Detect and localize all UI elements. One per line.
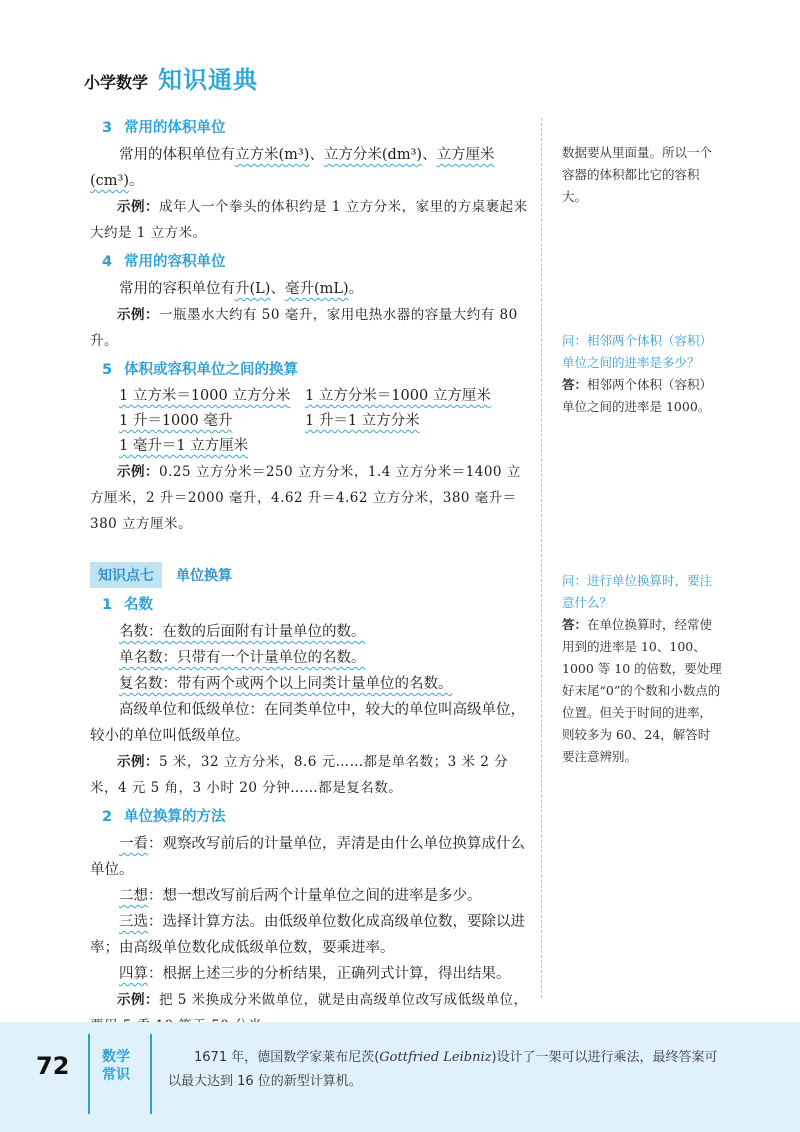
- method-step-4: 四算：根据上述三步的分析结果，正确列式计算，得出结果。: [119, 966, 511, 982]
- section-3-example: 示例：成年人一个拳头的体积约是 1 立方分米，家里的方桌裹起来大约是 1 立方米。: [90, 199, 528, 241]
- side-note-1: 数据要从里面量。所以一个容器的体积都比它的容积大。: [562, 145, 713, 204]
- kp-section-2-heading: [90, 805, 530, 829]
- side-qa-2: [562, 570, 722, 768]
- section-number: 3: [102, 120, 113, 136]
- method-step-1: 一看：观察改写前后的计量单位，弄清是由什么单位换算成什么单位。: [90, 836, 525, 878]
- unit-cubic-decimeter: 立方分米(dm³): [323, 147, 423, 163]
- conversion-rule: 1 立方分米＝1000 立方厘米: [305, 388, 491, 404]
- conversion-rule: 1 升＝1 立方分米: [305, 413, 420, 429]
- unit-milliliter: 毫升(mL): [284, 281, 349, 297]
- section-title: 名数: [124, 597, 153, 613]
- footer-trivia: 1671 年，德国数学家莱布尼茨(Gottfried Leibniz)设计了一架可以进行乘法，最终答案可以最大达到 16 位的新型计算机。: [168, 1050, 718, 1089]
- method-step-2: 二想：想一想改写前后两个计量单位之间的进率是多少。: [119, 888, 482, 904]
- unit-cubic-meter: 立方米(m³): [235, 147, 310, 163]
- side-answer: 答：相邻两个体积（容积）单位之间的进率是 1000。: [562, 377, 713, 414]
- section-title: 体积或容积单位之间的换算: [124, 362, 298, 378]
- footer-label: 数学常识: [102, 1049, 130, 1083]
- section-title: 常用的体积单位: [124, 120, 226, 136]
- section-title: 单位换算的方法: [124, 809, 226, 825]
- section-number: 5: [102, 362, 113, 378]
- section-4-text: 常用的容积单位有升(L)、毫升(mL)。: [119, 281, 364, 297]
- footer-divider: [88, 1034, 90, 1114]
- brand-title: 知识通典: [158, 66, 259, 94]
- conversion-rule: 1 升＝1000 毫升: [119, 413, 233, 429]
- section-3-heading: [90, 116, 530, 140]
- knowledge-point-tag: 知识点七: [90, 562, 162, 588]
- section-5-heading: [90, 358, 530, 382]
- kp-section-1-example: 示例：5 米，32 立方分米，8.6 元……都是单名数；3 米 2 分米，4 元 5 角，3 小时 20 分钟……都是复名数。: [90, 754, 509, 796]
- page-header: [84, 60, 258, 94]
- column-divider: [541, 118, 542, 998]
- section-4-example: 示例：一瓶墨水大约有 50 毫升，家用电热水器的容量大约有 80 升。: [90, 307, 518, 349]
- unit-cubic-centimeter: 立方厘米(cm³): [90, 147, 495, 189]
- knowledge-point-title: 单位换算: [176, 568, 232, 584]
- page-number: 72: [36, 1052, 70, 1080]
- side-answer: 答：在单位换算时，经常使用到的进率是 10、100、1000 等 10 的倍数，要处理好末尾“0”的个数和小数点的位置。但关于时间的进率，则较多为 60、24，解答时要注意辨别。: [562, 617, 722, 764]
- definition-fumingshu: 复名数：带有两个或两个以上同类计量单位的名数。: [119, 676, 453, 692]
- kp-section-2-example: 示例：把 5 米换成分米做单位，就是由高级单位改写成低级单位，: [117, 992, 528, 1008]
- conversion-rule: 1 毫升＝1 立方厘米: [119, 438, 249, 454]
- footer-band: [0, 1022, 800, 1132]
- knowledge-point-heading: [90, 561, 530, 589]
- section-4-heading: [90, 250, 530, 274]
- section-5-example: 示例：0.25 立方分米＝250 立方分米，1.4 立方分米＝1400 立方厘米，2 升＝2000 毫升，4.62 升＝4.62 立方分米，380 毫升＝380 立方厘米。: [90, 464, 521, 532]
- kp-section-1-heading: [90, 593, 530, 617]
- side-qa-1: [562, 330, 722, 418]
- conversion-rule: 1 立方米＝1000 立方分米: [119, 388, 291, 404]
- conversion-table: [90, 384, 530, 459]
- side-question: 问：相邻两个体积（容积）单位之间的进率是多少？: [562, 333, 713, 370]
- section-number: 1: [102, 597, 113, 613]
- definition-danmingshu: 单名数：只带有一个计量单位的名数。: [119, 650, 366, 666]
- section-3-text: 常用的体积单位有立方米(m³)、立方分米(dm³)、立方厘米(cm³)。: [90, 147, 495, 189]
- unit-liter: 升(L): [235, 281, 271, 297]
- footer-divider: [150, 1034, 152, 1114]
- section-number: 2: [102, 809, 113, 825]
- method-step-3: 三选：选择计算方法。由低级单位数化成高级单位数，要除以进率；由高级单位数化成低级单位数，要乘进率。: [90, 914, 525, 956]
- definition-mingshu: 名数：在数的后面附有计量单位的数。: [119, 624, 366, 640]
- section-title: 常用的容积单位: [124, 254, 226, 270]
- side-question: 问：进行单位换算时，要注意什么？: [562, 573, 713, 610]
- main-column: [90, 112, 530, 1039]
- series-title: 小学数学: [84, 73, 149, 92]
- section-number: 4: [102, 254, 113, 270]
- definition-units: 高级单位和低级单位：在同类单位中，较大的单位叫高级单位，较小的单位叫低级单位。: [90, 702, 525, 744]
